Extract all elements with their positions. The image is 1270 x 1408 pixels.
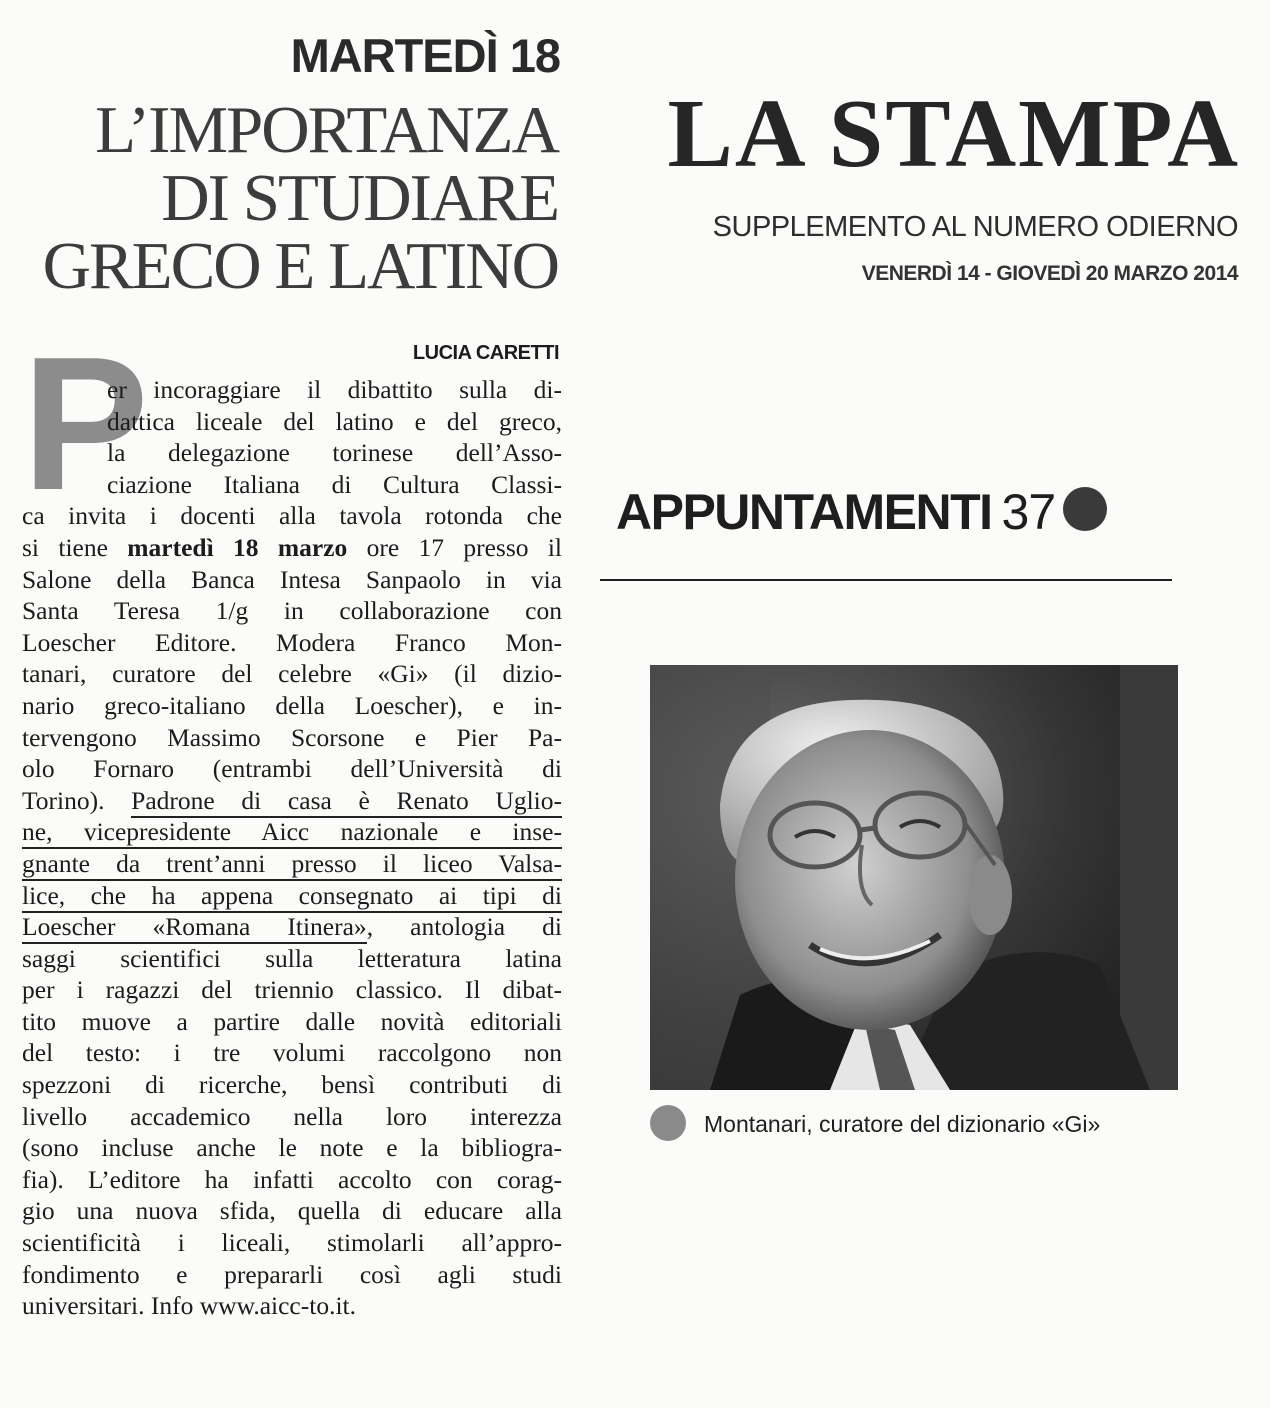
- kicker: MARTEDÌ 18: [290, 29, 560, 82]
- section-header: [616, 483, 1107, 541]
- body-line: [22, 911, 562, 943]
- body-line: Santa Teresa 1/g in collaborazione con: [22, 596, 562, 626]
- body-line: del testo: i tre volumi raccolgono non: [22, 1038, 562, 1068]
- body-line: nario greco-italiano della Loescher), e in-: [22, 690, 562, 720]
- body-line: [22, 532, 562, 564]
- divider: [600, 579, 1172, 581]
- bullet-dot-icon: [1063, 487, 1107, 531]
- body-line: per i ragazzi del triennio classico. Il dibat-: [22, 975, 562, 1005]
- page-number: 37: [1001, 484, 1056, 540]
- underlined-text: gnante da trent’anni presso il liceo Valsa-: [22, 849, 562, 881]
- body-line: ciazione Italiana di Cultura Classi-: [107, 469, 562, 499]
- body-line: dattica liceale del latino e del greco,: [107, 406, 562, 436]
- body-text: si tiene: [22, 532, 128, 562]
- body-line: [22, 880, 562, 912]
- body-line: er incoraggiare il dibattito sulla di-: [107, 375, 562, 404]
- photo-caption: [650, 1105, 1100, 1141]
- body-line: [22, 785, 562, 817]
- body-line: [22, 848, 562, 880]
- body-line: gio una nuova sfida, quella di educare alla: [22, 1196, 562, 1226]
- body-text: Torino).: [22, 785, 132, 815]
- body-line: saggi scientifici sulla letteratura latina: [22, 943, 562, 973]
- underlined-text: ne, vicepresidente Aicc nazionale e inse-: [22, 817, 562, 849]
- body-line: fondimento e prepararli così agli studi: [22, 1259, 562, 1289]
- body-line: la delegazione torinese dell’Asso-: [107, 438, 562, 468]
- body-line: (sono incluse anche le note e la bibliogra-: [22, 1133, 562, 1163]
- body-line: scientificità i liceali, stimolarli all’appro-: [22, 1228, 562, 1258]
- body-line: fia). L’editore ha infatti accolto con corag-: [22, 1164, 562, 1194]
- newspaper-masthead: LA STAMPA: [667, 80, 1240, 188]
- section-label: APPUNTAMENTI: [616, 484, 992, 540]
- body-text: , antologia di: [366, 912, 562, 942]
- highlighted-date: martedì 18 marzo: [127, 532, 348, 562]
- body-line: Loescher Editore. Modera Franco Mon-: [22, 627, 562, 657]
- body-line: olo Fornaro (entrambi dell’Università di: [22, 754, 562, 784]
- issue-dates: VENERDÌ 14 - GIOVEDÌ 20 MARZO 2014: [861, 262, 1238, 285]
- body-line: spezzoni di ricerche, bensì contributi di: [22, 1070, 562, 1100]
- underlined-text: lice, che ha appena consegnato ai tipi di: [22, 881, 562, 913]
- underlined-text: Loescher «Romana Itinera»: [22, 912, 367, 944]
- body-line: tervengono Massimo Scorsone e Pier Pa-: [22, 722, 562, 752]
- headline-line: DI STUDIARE: [161, 161, 558, 235]
- body-line: tito muove a partire dalle novità editoriali: [22, 1006, 562, 1036]
- body-line: ca invita i docenti alla tavola rotonda che: [22, 501, 562, 531]
- body-line: livello accademico nella loro interezza: [22, 1101, 562, 1131]
- headline: [18, 93, 558, 303]
- portrait-illustration: [650, 665, 1178, 1090]
- body-line: tanari, curatore del celebre «Gi» (il dizio-: [22, 659, 562, 689]
- supplement-note: SUPPLEMENTO AL NUMERO ODIERNO: [712, 211, 1238, 243]
- drop-cap: P: [22, 318, 149, 530]
- body-text: ore 17 presso il: [347, 532, 563, 562]
- article-body: [22, 374, 562, 1322]
- body-line: Salone della Banca Intesa Sanpaolo in via: [22, 564, 562, 594]
- headline-line: L’IMPORTANZA: [95, 93, 558, 167]
- caption-text: Montanari, curatore del dizionario «Gi»: [704, 1111, 1101, 1137]
- portrait-photo: [650, 665, 1178, 1090]
- body-line: [22, 816, 562, 848]
- headline-line: GRECO E LATINO: [42, 229, 558, 303]
- bullet-dot-icon: [650, 1105, 686, 1141]
- byline: LUCIA CARETTI: [412, 342, 559, 364]
- body-line: universitari. Info www.aicc-to.it.: [22, 1291, 356, 1321]
- underlined-text: Padrone di casa è Renato Uglio-: [131, 786, 562, 818]
